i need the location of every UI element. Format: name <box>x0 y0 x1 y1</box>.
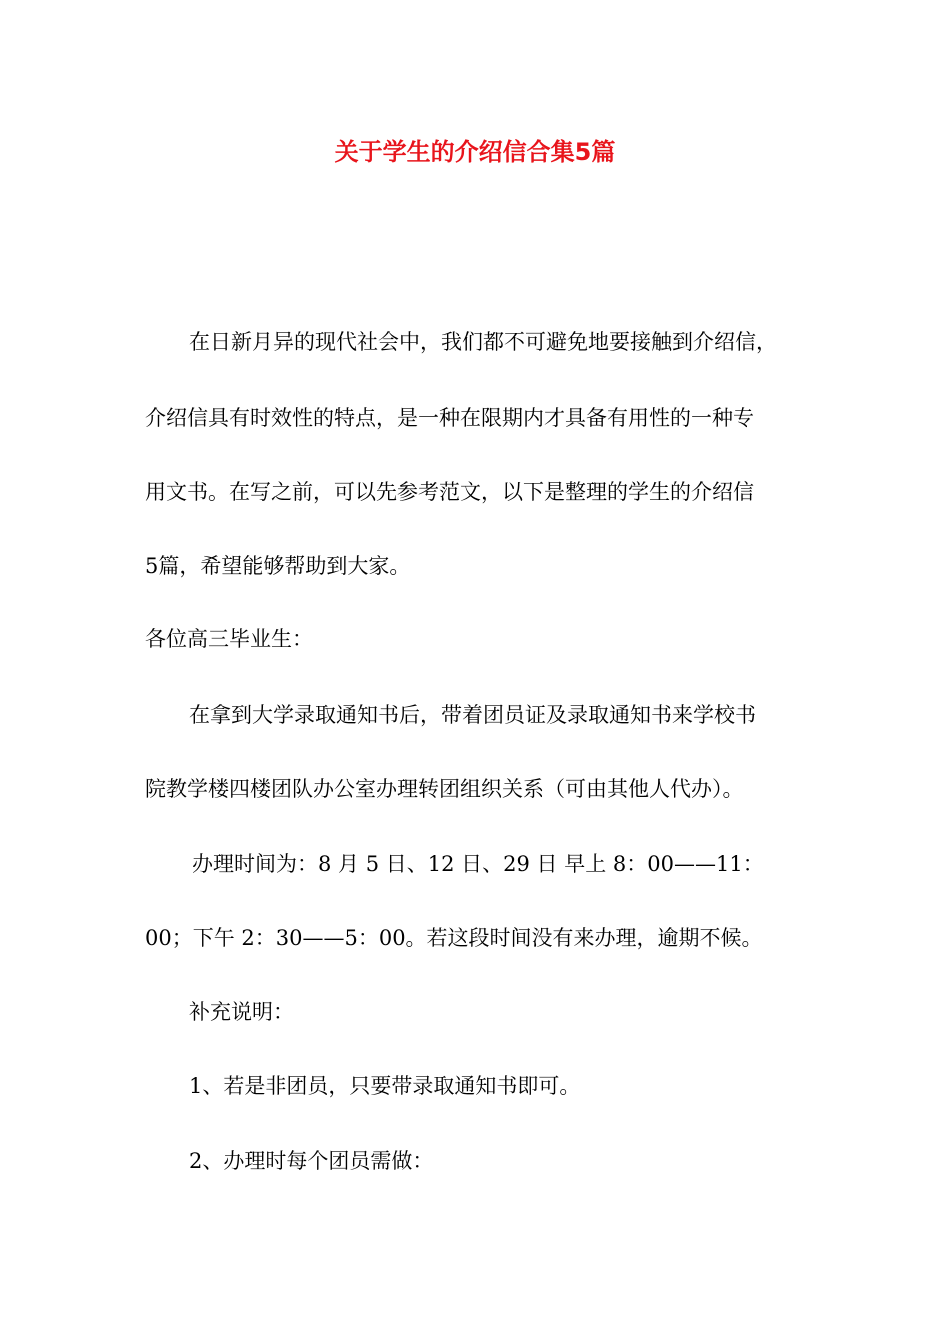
paragraph-line-7: 院教学楼四楼团队办公室办理转团组织关系（可由其他人代办）。 <box>145 777 744 801</box>
paragraph-line-9: 00；下午 2：30——5：00。若这段时间没有来办理，逾期不候。 <box>145 926 763 950</box>
salutation-line: 各位高三毕业生： <box>145 627 313 651</box>
supplement-heading: 补充说明： <box>189 1000 294 1024</box>
paragraph-line-3: 用文书。在写之前，可以先参考范文，以下是整理的学生的介绍信 <box>145 480 754 504</box>
paragraph-line-2: 介绍信具有时效性的特点，是一种在限期内才具备有用性的一种专 <box>145 406 754 430</box>
list-item-2: 2、办理时每个团员需做： <box>189 1149 434 1173</box>
paragraph-line-4: 5篇，希望能够帮助到大家。 <box>145 554 411 578</box>
paragraph-line-8: 办理时间为：8 月 5 日、12 日、29 日 早上 8：00——11： <box>192 852 764 876</box>
list-item-1: 1、若是非团员，只要带录取通知书即可。 <box>189 1074 581 1098</box>
paragraph-line-1: 在日新月异的现代社会中，我们都不可避免地要接触到介绍信， <box>189 330 777 354</box>
paragraph-line-6: 在拿到大学录取通知书后，带着团员证及录取通知书来学校书 <box>189 703 756 727</box>
document-title: 关于学生的介绍信合集5篇 <box>334 138 616 166</box>
